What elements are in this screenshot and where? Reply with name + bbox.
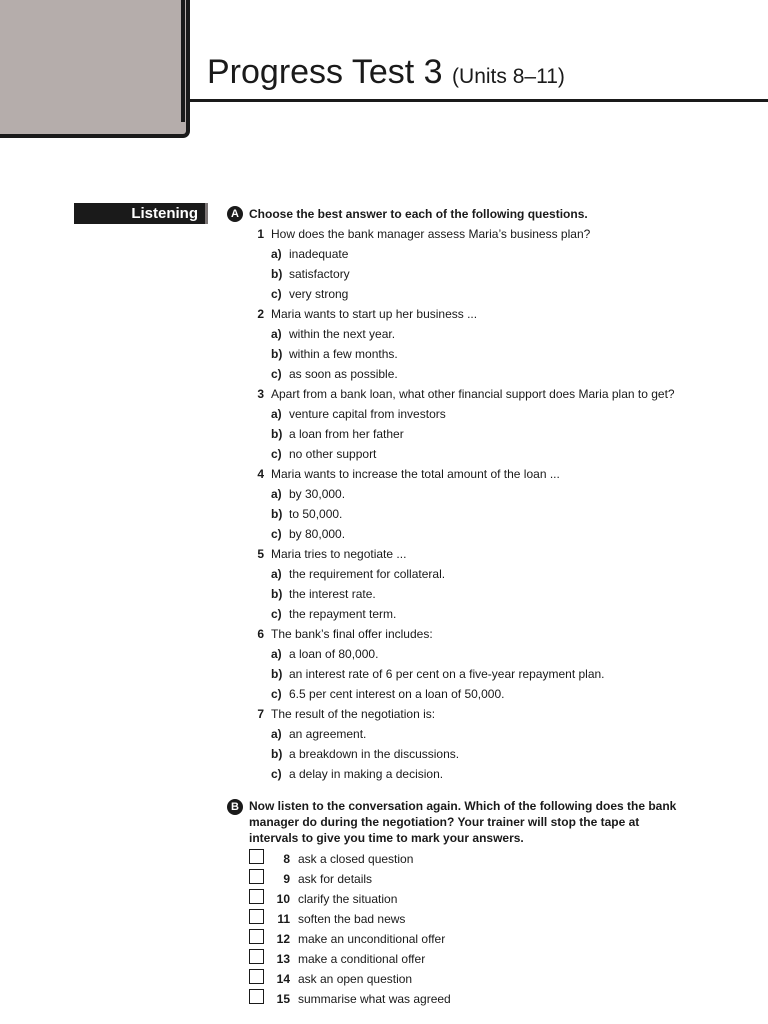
item-number: 13	[276, 952, 290, 966]
question-text: Maria tries to negotiate ...	[271, 547, 407, 561]
option-letter[interactable]: c)	[271, 527, 282, 541]
question-number: 6	[257, 627, 264, 641]
option-text[interactable]: by 80,000.	[289, 527, 346, 541]
option-letter[interactable]: c)	[271, 367, 282, 381]
option-letter[interactable]: a)	[271, 567, 282, 581]
answer-checkbox[interactable]	[249, 869, 264, 884]
item-text: ask a closed question	[298, 852, 414, 866]
option-letter[interactable]: c)	[271, 607, 282, 621]
option-text[interactable]: a breakdown in the discussions.	[289, 747, 460, 761]
item-text: make a conditional offer	[298, 952, 426, 966]
question-text: Maria wants to increase the total amount of the loan ...	[271, 467, 560, 481]
option-letter[interactable]: c)	[271, 687, 282, 701]
option-text[interactable]: an agreement.	[289, 727, 367, 741]
option-text[interactable]: 6.5 per cent interest on a loan of 50,000.	[289, 687, 505, 701]
question-text: Apart from a bank loan, what other financial support does Maria plan to get?	[271, 387, 675, 401]
option-letter[interactable]: b)	[271, 667, 283, 681]
question-number: 7	[257, 707, 264, 721]
section-b-badge: B	[227, 799, 243, 815]
title-rule	[186, 99, 768, 102]
item-text: soften the bad news	[298, 912, 406, 926]
item-number: 10	[276, 892, 290, 906]
answer-checkbox[interactable]	[249, 929, 264, 944]
option-letter[interactable]: b)	[271, 347, 283, 361]
option-text[interactable]: the requirement for collateral.	[289, 567, 446, 581]
option-letter[interactable]: a)	[271, 487, 282, 501]
option-letter[interactable]: b)	[271, 747, 283, 761]
page-title	[207, 52, 565, 97]
item-text: ask an open question	[298, 972, 413, 986]
question-number: 2	[257, 307, 264, 321]
option-letter[interactable]: b)	[271, 267, 283, 281]
option-text[interactable]: venture capital from investors	[289, 407, 446, 421]
answer-checkbox[interactable]	[249, 909, 264, 924]
answer-checkbox[interactable]	[249, 949, 264, 964]
page-title-main: Progress Test 3	[207, 53, 443, 91]
question-number: 1	[257, 227, 264, 241]
item-number: 15	[276, 992, 290, 1006]
header-corner-stroke	[181, 0, 185, 122]
option-text[interactable]: the repayment term.	[289, 607, 397, 621]
option-text[interactable]: within the next year.	[289, 327, 396, 341]
question-number: 5	[257, 547, 264, 561]
section-b-instruction-line: manager do during the negotiation? Your trainer will stop the tape at	[249, 815, 640, 829]
option-text[interactable]: by 30,000.	[289, 487, 346, 501]
option-text[interactable]: no other support	[289, 447, 377, 461]
option-letter[interactable]: b)	[271, 427, 283, 441]
option-text[interactable]: a delay in making a decision.	[289, 767, 444, 781]
question-text: The result of the negotiation is:	[271, 707, 436, 721]
option-letter[interactable]: a)	[271, 727, 282, 741]
section-b-instruction-line: intervals to give you time to mark your answers.	[249, 831, 524, 845]
item-number: 14	[276, 972, 290, 986]
item-number: 12	[276, 932, 290, 946]
item-number: 9	[283, 872, 290, 886]
option-letter[interactable]: a)	[271, 327, 282, 341]
item-text: summarise what was agreed	[298, 992, 451, 1006]
section-a-instruction: Choose the best answer to each of the following questions.	[249, 207, 588, 221]
option-letter[interactable]: a)	[271, 247, 282, 261]
item-text: make an unconditional offer	[298, 932, 446, 946]
section-a-badge: A	[227, 206, 243, 222]
question-text: How does the bank manager assess Maria’s business plan?	[271, 227, 591, 241]
option-text[interactable]: very strong	[289, 287, 349, 301]
answer-checkbox[interactable]	[249, 889, 264, 904]
option-letter[interactable]: c)	[271, 447, 282, 461]
option-letter[interactable]: b)	[271, 587, 283, 601]
item-number: 11	[277, 912, 290, 926]
question-number: 4	[257, 467, 264, 481]
question-number: 3	[257, 387, 264, 401]
answer-checkbox[interactable]	[249, 969, 264, 984]
option-text[interactable]: satisfactory	[289, 267, 350, 281]
question-text: Maria wants to start up her business ...	[271, 307, 478, 321]
option-letter[interactable]: a)	[271, 407, 282, 421]
option-letter[interactable]: a)	[271, 647, 282, 661]
option-text[interactable]: to 50,000.	[289, 507, 343, 521]
item-number: 8	[283, 852, 290, 866]
section-label-listening: Listening	[74, 203, 208, 224]
question-text: The bank’s final offer includes:	[271, 627, 433, 641]
option-text[interactable]: a loan from her father	[289, 427, 404, 441]
option-letter[interactable]: c)	[271, 767, 282, 781]
option-text[interactable]: a loan of 80,000.	[289, 647, 379, 661]
section-b-instruction-line: Now listen to the conversation again. Which of the following does the bank	[249, 799, 677, 813]
item-text: ask for details	[298, 872, 373, 886]
option-text[interactable]: an interest rate of 6 per cent on a five-year repayment plan.	[289, 667, 605, 681]
item-text: clarify the situation	[298, 892, 398, 906]
answer-checkbox[interactable]	[249, 849, 264, 864]
option-text[interactable]: as soon as possible.	[289, 367, 398, 381]
option-letter[interactable]: c)	[271, 287, 282, 301]
header-corner-block	[0, 0, 190, 138]
option-letter[interactable]: b)	[271, 507, 283, 521]
answer-checkbox[interactable]	[249, 989, 264, 1004]
option-text[interactable]: inadequate	[289, 247, 349, 261]
option-text[interactable]: the interest rate.	[289, 587, 376, 601]
option-text[interactable]: within a few months.	[289, 347, 398, 361]
page-title-units: (Units 8–11)	[452, 65, 565, 88]
